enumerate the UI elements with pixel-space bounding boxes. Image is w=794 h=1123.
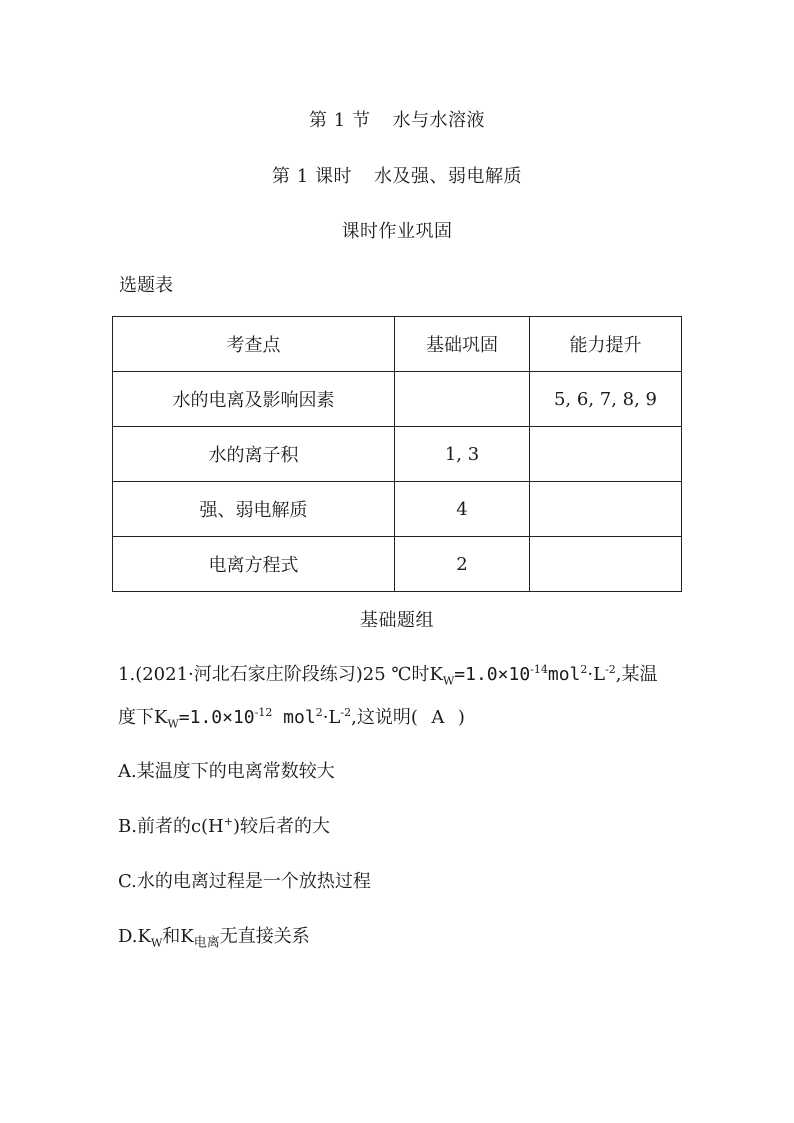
table-cell: 水的离子积 bbox=[113, 427, 395, 482]
option-a: A.某温度下的电离常数较大 bbox=[118, 761, 335, 782]
table-caption: 选题表 bbox=[119, 275, 173, 296]
table-cell bbox=[530, 427, 682, 482]
lesson-number: 第 1 课时 bbox=[272, 166, 352, 187]
table-cell: 5, 6, 7, 8, 9 bbox=[530, 372, 682, 427]
table-cell: 水的电离及影响因素 bbox=[113, 372, 395, 427]
table-cell: 电离方程式 bbox=[113, 537, 395, 592]
answer: A bbox=[431, 707, 445, 728]
table-cell: 强、弱电解质 bbox=[113, 482, 395, 537]
section-number: 第 1 节 bbox=[309, 110, 371, 131]
option-b: B.前者的c(H+)较后者的大 bbox=[118, 815, 330, 837]
table-row bbox=[113, 537, 682, 592]
topic-table bbox=[112, 316, 682, 592]
table-row bbox=[113, 372, 682, 427]
header-cell: 基础巩固 bbox=[395, 317, 530, 372]
header-cell: 能力提升 bbox=[530, 317, 682, 372]
table-cell: 4 bbox=[395, 482, 530, 537]
header-cell: 考查点 bbox=[113, 317, 395, 372]
table-cell: 1, 3 bbox=[395, 427, 530, 482]
table-row bbox=[113, 482, 682, 537]
option-c: C.水的电离过程是一个放热过程 bbox=[118, 871, 371, 892]
group-title: 基础题组 bbox=[360, 610, 434, 631]
table-cell: 2 bbox=[395, 537, 530, 592]
table-cell bbox=[530, 537, 682, 592]
table-cell bbox=[530, 482, 682, 537]
table-header-row bbox=[113, 317, 682, 372]
lesson-name: 水及强、弱电解质 bbox=[373, 166, 522, 187]
question-source: (2021·河北石家庄阶段练习) bbox=[135, 664, 363, 685]
option-d: $D.K_W$和$K_{电离}$无直接关系 bbox=[118, 926, 310, 951]
page-subtitle: 课时作业巩固 bbox=[341, 221, 453, 242]
question-number: 1. bbox=[118, 664, 136, 685]
question-line-1: 1.(2021·河北石家庄阶段练习)25 ℃时$K_W=1.0\times 10^{-14}mol^2\cdot L^{-2}$,某温 bbox=[118, 663, 658, 688]
question-line-2: 度下$K_W=1.0\times 10^{-12}$ $mol^2\cdot L^{-2}$,这说明( A ) bbox=[118, 706, 465, 731]
table-cell bbox=[395, 372, 530, 427]
lesson-title bbox=[0, 162, 794, 188]
section-title bbox=[0, 106, 794, 132]
section-name: 水与水溶液 bbox=[392, 110, 485, 131]
table-row bbox=[113, 427, 682, 482]
